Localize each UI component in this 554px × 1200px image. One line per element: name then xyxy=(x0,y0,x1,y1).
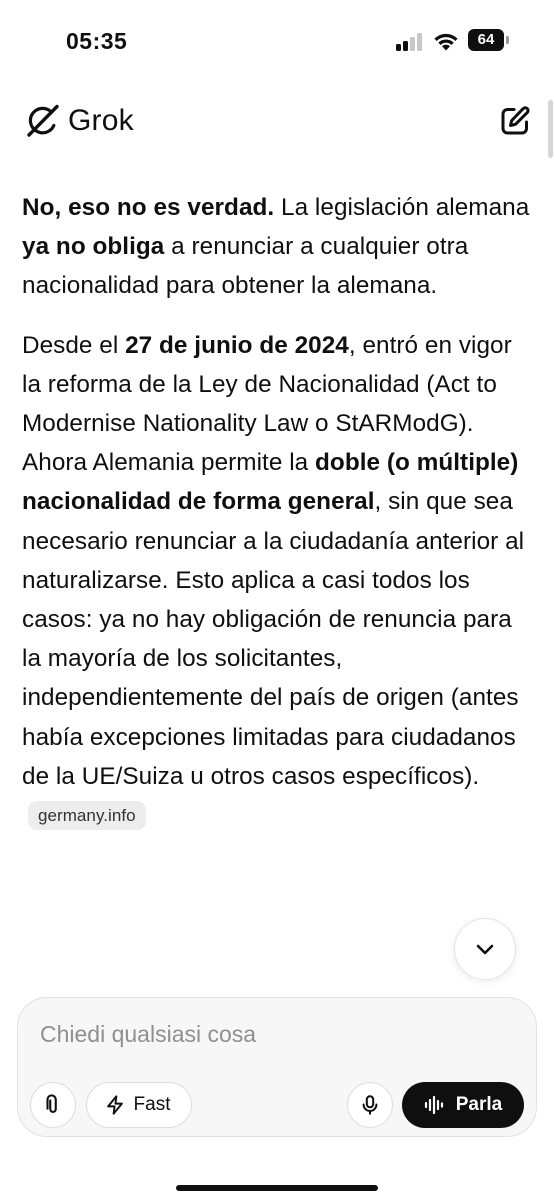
scroll-down-button[interactable] xyxy=(454,918,516,980)
text-run: doble (o múltiple) nacionalidad de forma general xyxy=(22,449,519,516)
waveform-icon xyxy=(424,1094,446,1116)
assistant-message xyxy=(22,188,532,835)
message-paragraph-1 xyxy=(22,188,532,306)
text-run: , sin que sea necesario renunciar a la ciudadanía anterior al naturalizarse. Esto aplica a casi todos los casos: ya no hay obligación de renuncia para la mayoría de los solicitantes, independientemente del país de origen (antes había excepciones limitadas para ciudadanos de la UE/Suiza u otros casos específicos). xyxy=(22,488,525,790)
app-header xyxy=(0,84,554,162)
dictation-button[interactable] xyxy=(347,1082,393,1128)
prompt-input[interactable] xyxy=(40,1016,510,1052)
status-bar xyxy=(0,0,554,84)
attach-button[interactable] xyxy=(30,1082,76,1128)
paperclip-icon xyxy=(42,1094,64,1116)
composer xyxy=(17,997,537,1137)
battery-level: 64 xyxy=(477,31,495,48)
scrollbar-thumb[interactable] xyxy=(548,100,553,158)
home-indicator[interactable] xyxy=(176,1185,378,1191)
wifi-icon xyxy=(432,30,460,52)
text-run: La legislación alemana xyxy=(274,194,530,221)
chevron-down-icon xyxy=(473,937,497,961)
mode-label: Fast xyxy=(133,1094,171,1115)
lightning-icon xyxy=(104,1094,126,1116)
cellular-signal-icon xyxy=(396,33,424,51)
text-run: ya no obliga xyxy=(22,233,165,261)
voice-mode-button[interactable] xyxy=(402,1082,524,1128)
text-run: Desde el xyxy=(22,331,126,359)
grok-logo-icon xyxy=(22,101,62,141)
voice-mode-label: Parla xyxy=(455,1094,503,1115)
grok-logo[interactable] xyxy=(22,101,134,141)
text-run: , entró en vigor la reforma de la Ley de Nacionalidad (Act to Modernise Nationality Law o StARModG). Ahora Alemania permite la xyxy=(22,331,512,477)
app-name: Grok xyxy=(68,104,134,137)
message-paragraph-2 xyxy=(22,326,532,836)
text-run: a renunciar a cualquier otra nacionalidad para obtener la alemana. xyxy=(22,233,469,300)
new-chat-icon[interactable] xyxy=(498,104,532,138)
battery-icon xyxy=(468,29,510,51)
mode-selector-button[interactable] xyxy=(86,1082,192,1128)
status-time: 05:35 xyxy=(66,28,128,54)
source-chip[interactable]: germany.info xyxy=(28,801,146,830)
microphone-icon xyxy=(359,1094,381,1116)
text-run: 27 de junio de 2024 xyxy=(125,331,349,359)
text-run: No, eso no es verdad. xyxy=(22,194,275,221)
